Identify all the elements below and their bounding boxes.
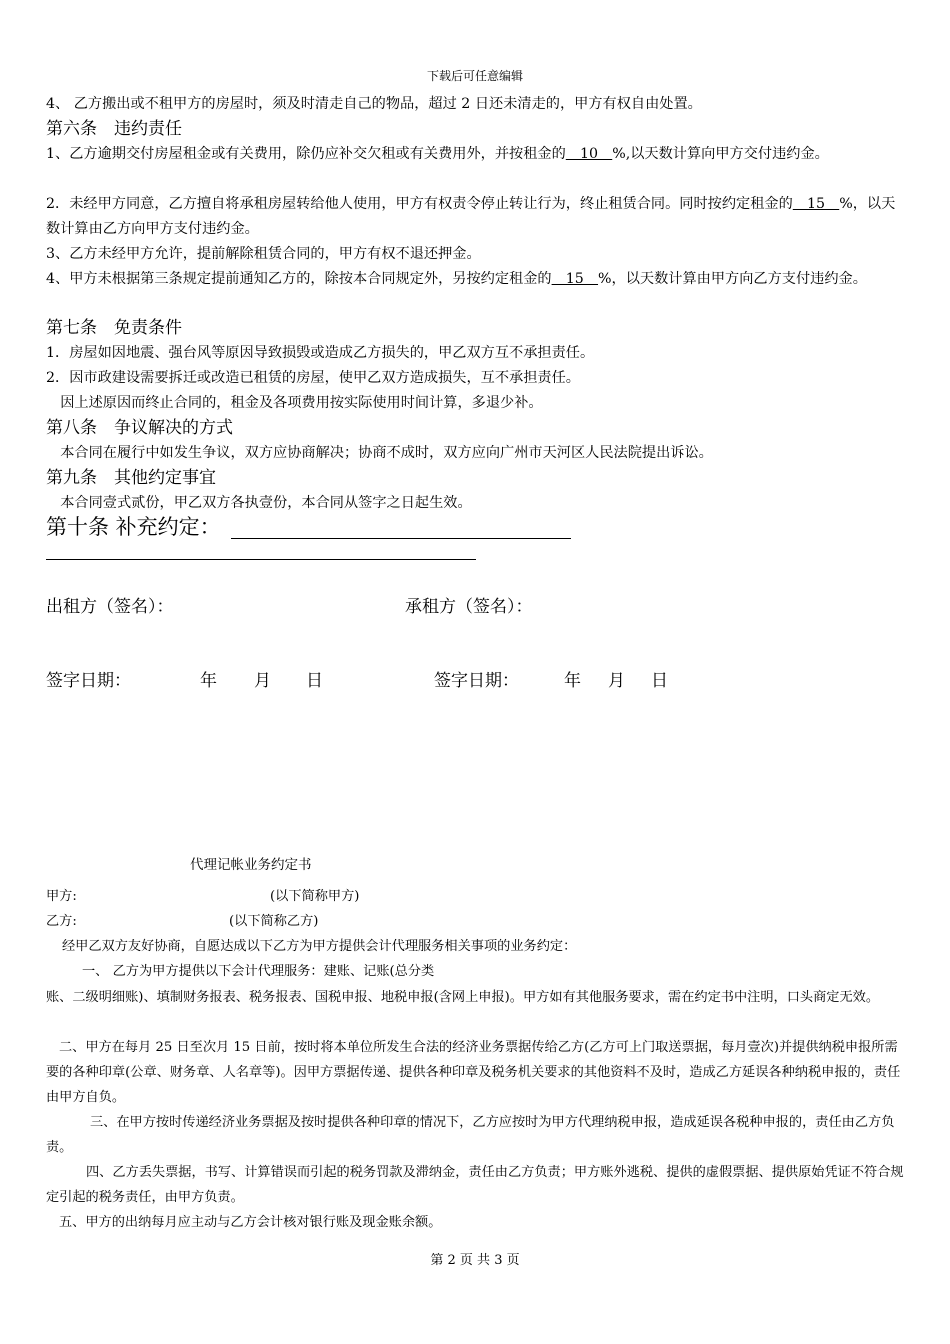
party-b-label: 乙方: — [46, 914, 77, 929]
party-a-note: (以下简称甲方) — [270, 889, 360, 904]
lessee-date-label: 签字日期： — [434, 671, 519, 691]
date-year: 年 — [564, 671, 581, 691]
article-8-clause-1: 本合同在履行中如发生争议，双方应协商解决；协商不成时，双方应向广州市天河区人民法院提出诉讼。 — [46, 445, 713, 461]
article-7-clause-3: 因上述原因而终止合同的，租金及各项费用按实际使用时间计算，多退少补。 — [46, 395, 543, 411]
party-b-note: (以下简称乙方) — [229, 914, 319, 929]
fill-line — [46, 559, 476, 560]
article-6-clause-2 — [46, 192, 906, 242]
fill-in-value: 10 — [565, 146, 613, 162]
date-month: 月 — [254, 671, 271, 691]
clause-text: 4、甲方未根据第三条规定提前通知乙方的，除按本合同规定外，另按约定租金的 — [46, 271, 552, 287]
clause-text: 2．未经甲方同意，乙方擅自将承租房屋转给他人使用，甲方有权责令停止转让行为，终止租赁合同。同时按约定租金的 — [46, 196, 793, 212]
agreement-intro: 经甲乙双方友好协商，自愿达成以下乙方为甲方提供会计代理服务相关事项的业务约定： — [62, 939, 577, 954]
article-6-clause-3: 3、乙方未经甲方允许，提前解除租赁合同的，甲方有权不退还押金。 — [46, 246, 481, 262]
article-10-title: 第十条 补充约定： — [46, 515, 221, 539]
article-9-clause-1: 本合同壹式贰份，甲乙双方各执壹份，本合同从签字之日起生效。 — [46, 495, 472, 511]
clause-text: %,以天数计算向甲方交付违约金。 — [612, 146, 829, 162]
article-8-title: 第八条 争议解决的方式 — [46, 418, 233, 438]
article-7-clause-1: 1．房屋如因地震、强台风等原因导致损毁或造成乙方损失的，甲乙双方互不承担责任。 — [46, 345, 595, 361]
clause-text: %，以天数计算由乙方向甲方支付违约金。 — [46, 196, 896, 237]
date-day: 日 — [306, 671, 323, 691]
date-month: 月 — [608, 671, 625, 691]
article-6-clause-4 — [46, 267, 906, 292]
clause-text: 1、乙方逾期交付房屋租金或有关费用，除仍应补交欠租或有关费用外，并按租金的 — [46, 146, 566, 162]
article-7-title: 第七条 免责条件 — [46, 318, 182, 338]
article-7-clause-2: 2．因市政建设需要拆迁或改造已租赁的房屋，使甲乙双方造成损失，互不承担责任。 — [46, 370, 580, 386]
fill-in-value: 15 — [551, 271, 599, 287]
article-9-title: 第九条 其他约定事宜 — [46, 468, 216, 488]
page-header: 下载后可任意编辑 — [426, 69, 523, 83]
lessee-signature-label: 承租方（签名）： — [405, 597, 533, 617]
article-6-clause-1 — [46, 142, 906, 167]
agreement-item-4: 四、乙方丢失票据，书写、计算错误而引起的税务罚款及滞纳金，责任由乙方负责；甲方账外逃税、提供的虚假票据、提供原始凭证不符合规定引起的税务责任，由甲方负责。 — [46, 1165, 904, 1205]
agreement-item-3: 三、在甲方按时传递经济业务票据及按时提供各种印章的情况下，乙方应按时为甲方代理纳税申报，造成延误各税种申报的，责任由乙方负责。 — [46, 1115, 895, 1155]
agreement-item-2: 二、甲方在每月 25 日至次月 15 日前，按时将本单位所发生合法的经济业务票据传给乙方(乙方可上门取送票据，每月壹次)并提供纳税申报所需要的各种印章(公章、财务章、人名章等)。因甲方票据传递、提供各种印章及税务机关要求的其他资料不及时，造成乙方延误各种纳税申报的，责任由甲方自负。 — [46, 1040, 901, 1105]
fill-line — [231, 538, 571, 539]
clause-4: 4、 乙方搬出或不租甲方的房屋时，须及时清走自己的物品，超过 2 日还未清走的，甲方有权自由处置。 — [46, 96, 702, 112]
date-day: 日 — [651, 671, 668, 691]
agreement-title: 代理记帐业务约定书 — [190, 857, 312, 873]
party-a-label: 甲方: — [46, 889, 77, 904]
article-6-title: 第六条 违约责任 — [46, 119, 182, 139]
date-year: 年 — [200, 671, 217, 691]
agreement-item-5: 五、甲方的出纳每月应主动与乙方会计核对银行账及现金账余额。 — [59, 1215, 442, 1230]
lessor-signature-label: 出租方（签名）： — [46, 597, 174, 617]
agreement-item-1-start: 一、 乙方为甲方提供以下会计代理服务：建账、记账(总分类 — [82, 964, 435, 979]
fill-in-value: 15 — [792, 196, 840, 212]
clause-text: %，以天数计算由甲方向乙方支付违约金。 — [598, 271, 867, 287]
agreement-item-1-cont: 账、二级明细账)、填制财务报表、税务报表、国税申报、地税申报(含网上申报)。甲方如有其他服务要求，需在约定书中注明，口头商定无效。 — [46, 990, 880, 1005]
lessor-date-label: 签字日期： — [46, 671, 131, 691]
page-footer: 第 2 页 共 3 页 — [430, 1253, 520, 1268]
